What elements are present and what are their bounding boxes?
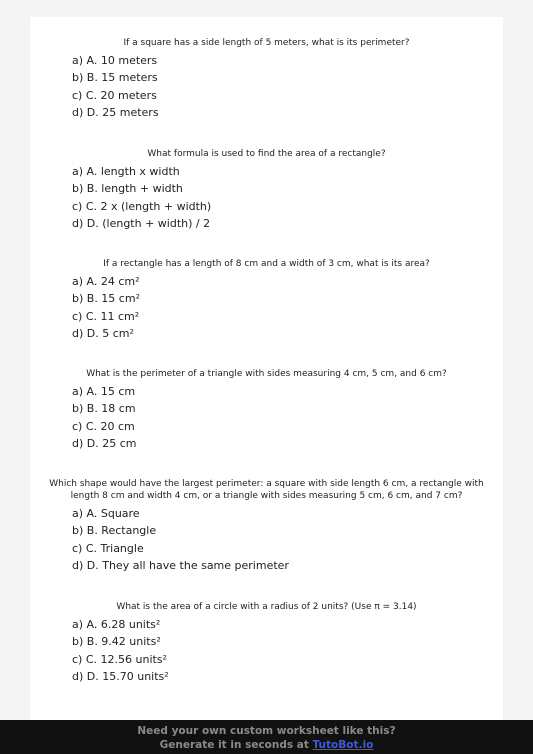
option-b: b) B. Rectangle — [72, 524, 157, 538]
option-c: c) C. 20 cm — [72, 419, 135, 433]
option-b: b) B. length + width — [72, 182, 183, 196]
option-c: c) C. 12.56 units² — [72, 652, 167, 666]
question-text: What is the area of a circle with a radius of 2 units? (Use π = 3.14) — [116, 602, 417, 612]
option-a: a) A. 24 cm² — [72, 275, 140, 288]
option-a: a) A. 15 cm — [72, 385, 136, 398]
option-a: a) A. length x width — [72, 165, 180, 178]
option-d: d) D. They all have the same perimeter — [72, 559, 289, 573]
question-text: If a square has a side length of 5 meters, what is its perimeter? — [123, 38, 410, 48]
banner-prefix: Generate it in seconds at — [159, 739, 313, 751]
worksheet-page — [30, 17, 503, 720]
promo-banner — [0, 720, 533, 754]
option-a: a) A. 6.28 units² — [72, 618, 161, 631]
brand-link[interactable]: TutoBot.io — [312, 739, 374, 751]
option-b: b) B. 18 cm — [72, 402, 136, 416]
question-text: What is the perimeter of a triangle with sides measuring 4 cm, 5 cm, and 6 cm? — [86, 369, 447, 379]
option-d: d) D. 15.70 units² — [72, 670, 169, 684]
option-c: c) C. 11 cm² — [72, 309, 140, 323]
option-c: c) C. Triangle — [72, 541, 144, 555]
option-b: b) B. 15 cm² — [72, 292, 140, 306]
question-text: What formula is used to find the area of a rectangle? — [147, 149, 386, 159]
option-d: d) D. (length + width) / 2 — [72, 217, 211, 231]
question-4 — [30, 368, 503, 453]
option-d: d) D. 5 cm² — [72, 327, 134, 341]
question-6 — [30, 601, 503, 686]
question-2 — [30, 148, 503, 233]
question-3 — [30, 258, 503, 343]
option-c: c) C. 2 x (length + width) — [72, 199, 212, 213]
question-5 — [30, 478, 503, 575]
option-b: b) B. 9.42 units² — [72, 635, 161, 649]
option-a: a) A. 10 meters — [72, 54, 158, 67]
banner-line-1: Need your own custom worksheet like this? — [137, 725, 396, 737]
option-a: a) A. Square — [72, 507, 140, 520]
question-text: If a rectangle has a length of 8 cm and a width of 3 cm, what is its area? — [103, 259, 430, 269]
option-d: d) D. 25 meters — [72, 106, 159, 120]
banner-line-2 — [0, 738, 533, 752]
question-1 — [30, 37, 503, 122]
question-text: Which shape would have the largest perimeter: a square with side length 6 cm, a rectangle with length 8 cm and width 4 cm, or a triangle with sides measuring 5 cm, 6 cm, and 7 cm? — [49, 479, 484, 501]
option-b: b) B. 15 meters — [72, 71, 158, 85]
option-c: c) C. 20 meters — [72, 88, 157, 102]
option-d: d) D. 25 cm — [72, 437, 137, 451]
